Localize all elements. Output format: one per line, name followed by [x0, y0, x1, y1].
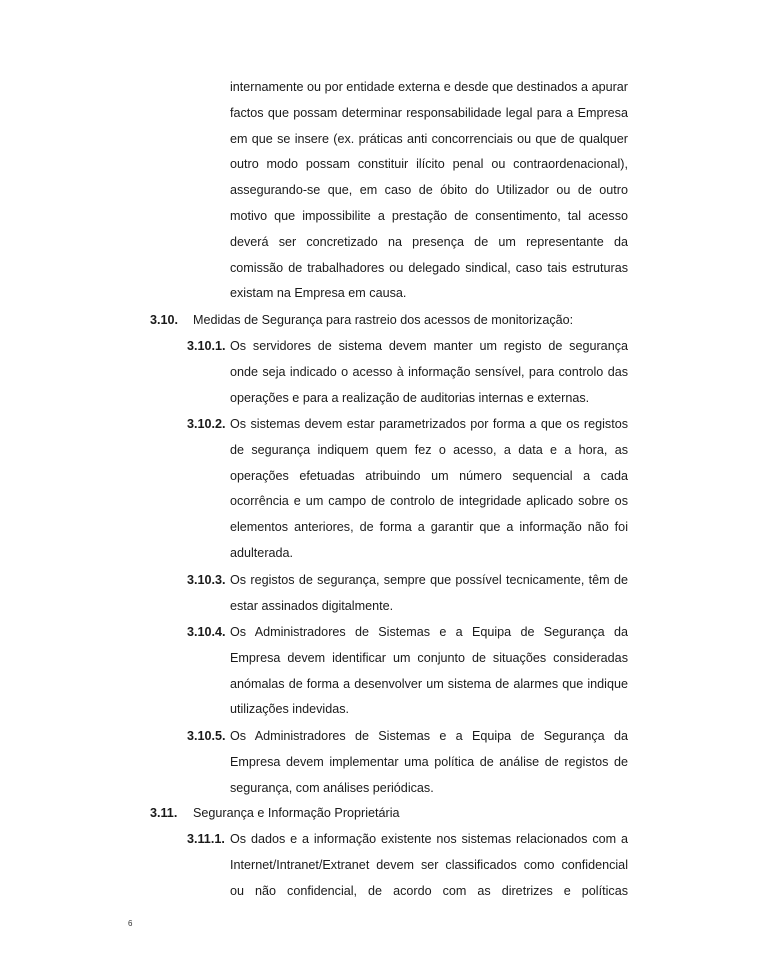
- section-3-10-heading: [150, 308, 573, 334]
- item-3-11-1-text: Os dados e a informação existente nos sistemas relacionados com a Internet/Intranet/Extranet devem ser classificados como confidencial ou não confidencial, de acordo com as diretrizes e políticas: [230, 832, 628, 898]
- section-number: 3.11.: [150, 806, 178, 820]
- item-3-10-5-text: Os Administradores de Sistemas e a Equipa de Segurança da Empresa devem implementar uma política de análise de registos de segurança, com análises periódicas.: [230, 729, 628, 795]
- section-3-11-heading: [150, 801, 400, 827]
- item-3-10-1-text: Os servidores de sistema devem manter um registo de segurança onde seja indicado o acesso à informação sensível, para controlo das operações e para a realização de auditorias internas e externas.: [230, 339, 628, 405]
- page-number: 6: [128, 919, 133, 928]
- section-number: 3.10.: [150, 313, 179, 327]
- item-number: 3.10.1.: [187, 339, 226, 353]
- item-number: 3.10.3.: [187, 573, 226, 587]
- section-title: Segurança e Informação Proprietária: [193, 806, 400, 820]
- item-number: 3.10.2.: [187, 417, 226, 431]
- item-3-10-2-text: Os sistemas devem estar parametrizados por forma a que os registos de segurança indiquem quem fez o acesso, a data e a hora, as operações efetuadas atribuindo um número sequencial a cada ocorrência e um campo de controlo de integridade aplicado sobre os elementos anteriores, de forma a garantir que a informação não foi adulterada.: [230, 417, 628, 560]
- item-number: 3.11.1.: [187, 832, 225, 846]
- item-3-10-3-text: Os registos de segurança, sempre que possível tecnicamente, têm de estar assinados digitalmente.: [230, 573, 628, 613]
- item-number: 3.10.4.: [187, 625, 226, 639]
- item-number: 3.10.5.: [187, 729, 226, 743]
- item-3-10-4-text: Os Administradores de Sistemas e a Equipa de Segurança da Empresa devem identificar um conjunto de situações consideradas anómalas de forma a desenvolver um sistema de alarmes que indique utilizações indevidas.: [230, 625, 628, 717]
- section-title: Medidas de Segurança para rastreio dos acessos de monitorização:: [193, 313, 574, 327]
- continuation-paragraph: internamente ou por entidade externa e desde que destinados a apurar factos que possam determinar responsabilidade legal para a Empresa em que se insere (ex. práticas anti concorrenciais ou que de qualquer outro modo possam constituir ilícito penal ou contraordenacional), assegurando-se que, em caso de óbito do Utilizador ou de outro motivo que impossibilite a prestação de consentimento, tal acesso deverá ser concretizado na presença de um representante da comissão de trabalhadores ou delegado sindical, caso tais estruturas existam na Empresa em causa.: [230, 80, 628, 301]
